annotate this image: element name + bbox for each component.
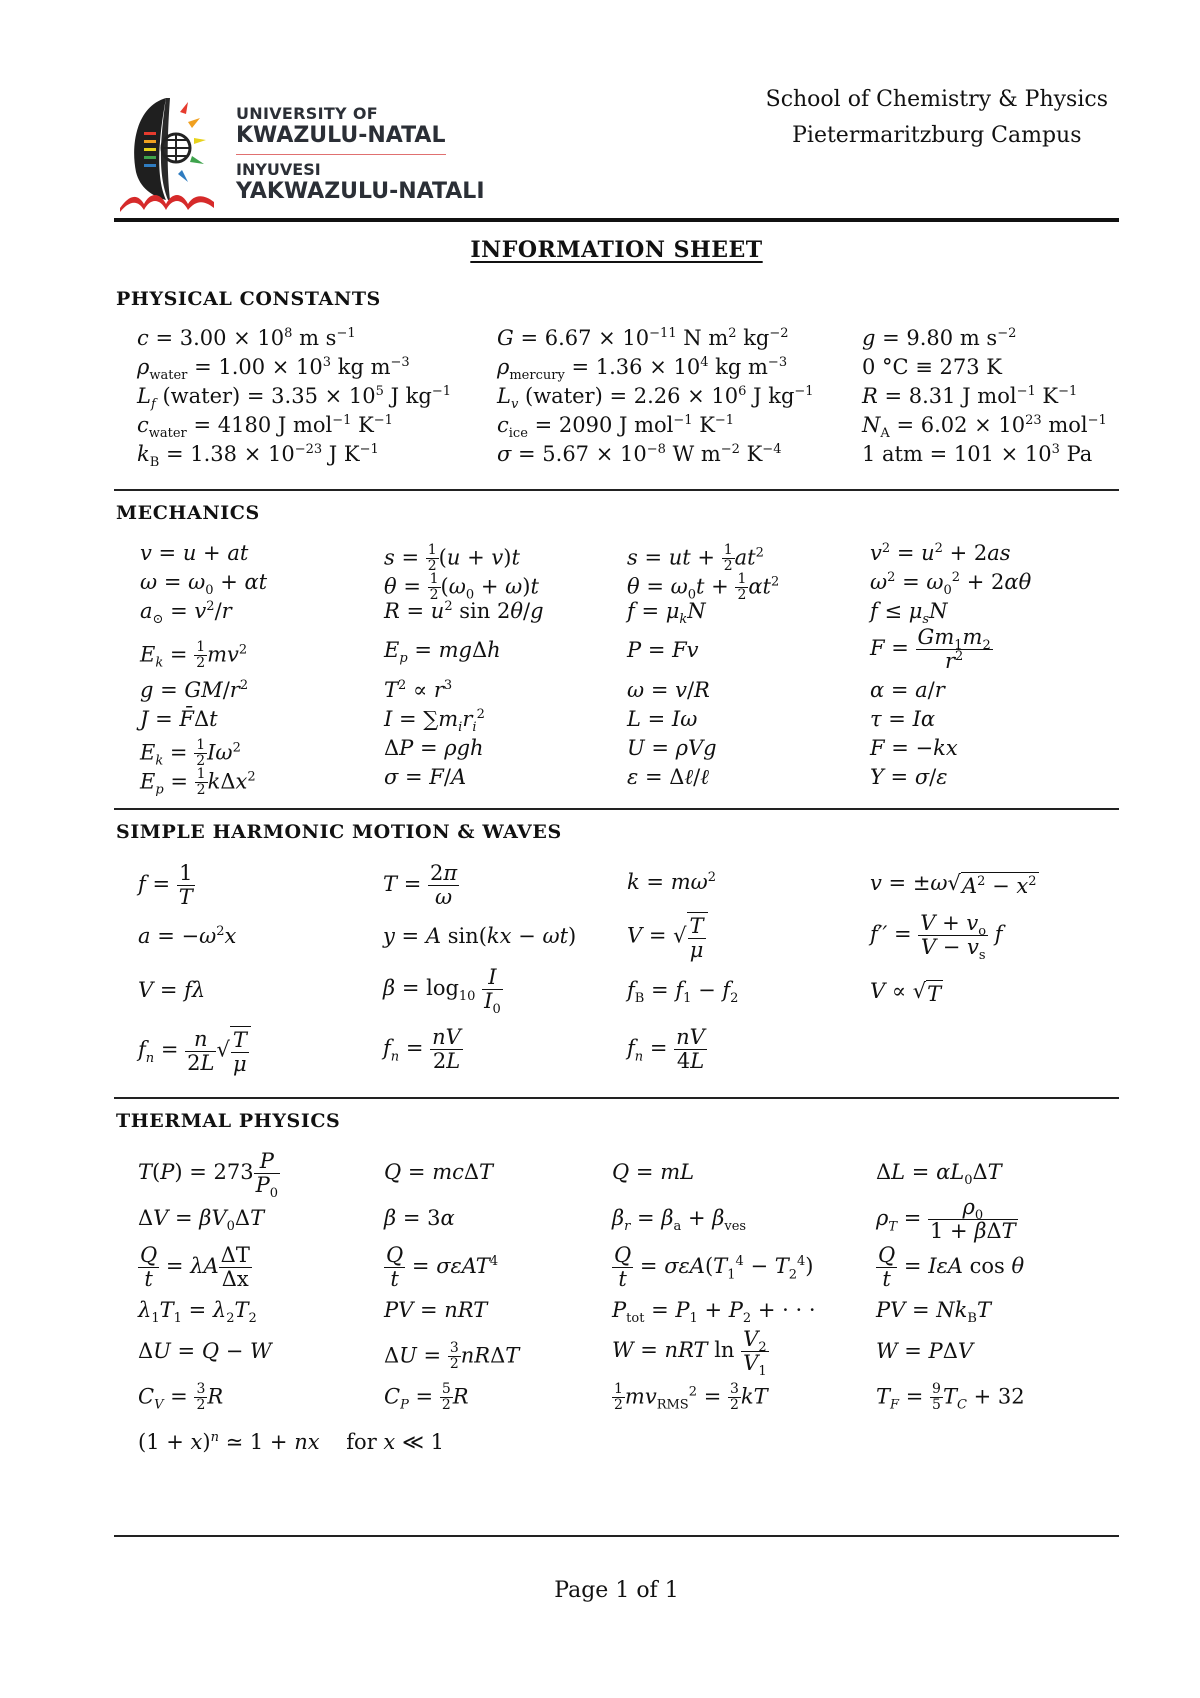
campus-name: Pietermaritzburg Campus bbox=[792, 123, 1082, 148]
formula-kinetic-friction: $f = \mu_kN$ bbox=[627, 599, 706, 628]
formula-gas-thermometer: T(P) = 273 $\frac{P}{P_0}$ bbox=[138, 1149, 279, 1202]
formula-rms-energy: $\frac{1}{2}$ $mv_{RMS}^2$ = $\frac{3}{2}$ kT bbox=[614, 1381, 768, 1414]
formula-buoyancy: U = ρVg bbox=[627, 736, 717, 760]
formula-omega-squared: $\omega^2 = \omega_0^2 + 2\alpha\theta$ bbox=[870, 570, 1032, 599]
formula-gravity-field: $g = GM/r^2$ bbox=[140, 678, 249, 702]
formula-net-radiation: $\frac{Q}{t}$ = $\sigma\varepsilon A(T_1^4 - T_2^4)$ bbox=[614, 1243, 814, 1292]
section-heading-constants: PHYSICAL CONSTANTS bbox=[116, 288, 381, 310]
formula-conduction-layers: $\lambda_1T_1 = \lambda_2T_2$ bbox=[138, 1298, 257, 1327]
formula-string-harmonics: $f_n$ = $\frac{n}{2L}$ √ $\frac{T}{\mu}$ bbox=[138, 1026, 251, 1076]
formula-gravitation: F = $\frac{Gm_1m_2}{r^2}$ bbox=[870, 625, 991, 674]
formula-shm-acceleration: $a = -\omega^2x$ bbox=[138, 924, 237, 948]
logo-divider bbox=[236, 154, 446, 155]
formula-gravitational-constant: $G = 6.67 \times 10^{-11}$ N $m^2$ $kg^{-2}$ bbox=[497, 326, 789, 350]
formula-closed-pipe: $f_n$ = $\frac{nV}{4L}$ bbox=[627, 1025, 705, 1074]
formula-moment-inertia: $I = \sum m_ir_i^2$ bbox=[384, 707, 485, 736]
formula-period: T = $\frac{2\pi}{\omega}$ bbox=[383, 861, 458, 910]
formula-angle: $\theta = \omega_0t$ + $\frac{1}{2}$ $\alpha t^2$ bbox=[627, 571, 780, 604]
formula-internal-energy: ΔU = $\frac{3}{2}$ nRΔT bbox=[384, 1340, 520, 1373]
formula-strain: ε = Δℓ/ℓ bbox=[627, 765, 709, 789]
formula-centripetal: $a_⊙ = v^2/r$ bbox=[140, 599, 232, 628]
formula-torque: τ = Iα bbox=[870, 707, 936, 731]
formula-speed-of-light: $c = 3.00 \times 10^8$ m $s^{-1}$ bbox=[137, 326, 356, 350]
formula-angular-acceleration: α = a/r bbox=[870, 678, 945, 702]
header-rule bbox=[114, 218, 1119, 222]
formula-latent-heat: Q = mL bbox=[612, 1160, 695, 1184]
section-rule bbox=[114, 808, 1119, 810]
section-heading-shm: SIMPLE HARMONIC MOTION & WAVES bbox=[116, 821, 562, 843]
formula-spring-constant: $k = m\omega^2$ bbox=[627, 870, 717, 894]
formula-isothermal-work: W = nRT ln $\frac{V_2}{V_1}$ bbox=[612, 1327, 767, 1380]
formula-wave-speed: V = fλ bbox=[138, 978, 206, 1002]
formula-displacement-avg: s = $\frac{1}{2}$ (u + v)t bbox=[384, 542, 520, 575]
label-for: for bbox=[346, 1430, 377, 1454]
formula-conduction: $\frac{Q}{t}$ = λA $\frac{\Delta T}{\Delta x}$ bbox=[140, 1243, 250, 1292]
label-water: water bbox=[149, 368, 188, 384]
section-rule bbox=[114, 489, 1119, 491]
university-line2: KWAZULU-NATAL bbox=[236, 123, 446, 148]
formula-angular-momentum: L = Iω bbox=[627, 707, 698, 731]
label-mercury: mercury bbox=[509, 368, 565, 384]
formula-boltzmann: $k_B = 1.38 \times 10^{-23}$ J $K^{-1}$ bbox=[137, 442, 379, 471]
formula-omega-v: ω = v/R bbox=[627, 678, 710, 702]
formula-rotational-ke: $E_k$ = $\frac{1}{2}$ $I\omega^2$ bbox=[140, 737, 241, 770]
university-line1: UNIVERSITY OF bbox=[236, 104, 378, 123]
section-rule bbox=[114, 1097, 1119, 1099]
formula-atmosphere: 1 atm = $101 \times 10^3$ Pa bbox=[862, 442, 1093, 466]
formula-speed-tension: V ∝ √T bbox=[870, 979, 942, 1006]
formula-power: P = Fv bbox=[627, 638, 699, 662]
formula-radiation: $\frac{Q}{t}$ = σεAT$^4$ bbox=[386, 1243, 499, 1292]
formula-frequency: f = $\frac{1}{T}$ bbox=[138, 861, 193, 910]
university-line4: YAKWAZULU-NATALI bbox=[236, 179, 485, 204]
formula-angle-avg: θ = $\frac{1}{2}$ $(\omega_0 + \omega)t$ bbox=[384, 571, 539, 604]
formula-beta-alpha: β = 3α bbox=[384, 1206, 455, 1230]
formula-ideal-gas-molecular: PV = $Nk_BT$ bbox=[876, 1298, 991, 1327]
formula-shm-velocity: $v = \pm\omega√A^2 - x^2$ bbox=[870, 871, 1037, 898]
formula-static-friction: $f \le \mu_sN$ bbox=[870, 599, 948, 628]
formula-kinetic-energy: $E_k$ = $\frac{1}{2}$ $mv^2$ bbox=[140, 639, 248, 672]
page-number: Page 1 of 1 bbox=[554, 1578, 679, 1603]
formula-specific-heat-water: $c_{water} = 4180$ J mol$^{-1}$ $K^{-1}$ bbox=[137, 413, 393, 442]
section-heading-mechanics: MECHANICS bbox=[116, 502, 260, 524]
formula-stress: σ = F/A bbox=[384, 765, 467, 789]
formula-binomial: $(1 + x)^n$ ≃ 1 + nx for x ≪ 1 bbox=[138, 1430, 444, 1454]
formula-stefan-boltzmann: $\sigma = 5.67 \times 10^{-8}$ W $m^{-2}$ $K^{-4}$ bbox=[497, 442, 782, 466]
formula-zero-celsius: 0 °C ≡ 273 K bbox=[862, 355, 1002, 379]
formula-decibel: $\beta = \log_{10}$ $\frac{I}{I_0}$ bbox=[383, 965, 501, 1018]
formula-density-mercury: $\rho_{mercury} = 1.36 \times 10^4$ kg $m^{-3}$ bbox=[497, 355, 788, 384]
formula-volume-expansion: $\Delta V = \beta V_0\Delta T$ bbox=[138, 1206, 265, 1235]
formula-hooke: F = −kx bbox=[870, 736, 958, 760]
formula-youngs-modulus: Y = σ/ε bbox=[870, 765, 948, 789]
formula-velocity: v = u + at bbox=[140, 541, 249, 565]
formula-latent-fusion: $L_f$ (water) = $3.35 \times 10^5$ J $kg^{-1}$ bbox=[137, 384, 452, 413]
school-name: School of Chemistry & Physics bbox=[765, 87, 1108, 112]
formula-density-water: $\rho_{water} = 1.00 \times 10^3$ kg $m^{-3}$ bbox=[137, 355, 410, 384]
formula-potential-energy: $E_p = mg\Delta h$ bbox=[384, 638, 501, 667]
formula-angular-velocity: $\omega = \omega_0 + \alpha t$ bbox=[140, 570, 268, 599]
section-heading-thermal: THERMAL PHYSICS bbox=[116, 1110, 341, 1132]
page-title-text: INFORMATION SHEET bbox=[470, 237, 763, 263]
formula-impulse: J = F̄Δt bbox=[140, 707, 218, 731]
footer-rule bbox=[114, 1535, 1119, 1537]
formula-pressure-depth: ΔP = ρgh bbox=[384, 736, 484, 760]
formula-ideal-gas: PV = nRT bbox=[384, 1298, 488, 1322]
formula-heat: Q = mcΔT bbox=[384, 1160, 494, 1184]
university-logo bbox=[128, 92, 485, 216]
formula-relative-expansion: $\beta_r = \beta_a + \beta_{ves}$ bbox=[612, 1206, 747, 1235]
formula-latent-vaporization: $L_v$ (water) = $2.26 \times 10^6$ J $kg^{-1}$ bbox=[497, 384, 814, 413]
university-crest-icon bbox=[118, 92, 218, 216]
formula-cv: $C_V$ = $\frac{3}{2}$ R bbox=[138, 1381, 224, 1414]
formula-cp: $C_P$ = $\frac{5}{2}$ R bbox=[384, 1381, 469, 1414]
formula-string-speed: V = √ $\frac{T}{\mu}$ bbox=[627, 912, 708, 962]
formula-gas-constant: R = 8.31 J mol$^{-1}$ $K^{-1}$ bbox=[862, 384, 1078, 408]
formula-elastic-pe: $E_p$ = $\frac{1}{2}$ kΔx$^2$ bbox=[140, 766, 256, 799]
formula-displacement: s = ut + $\frac{1}{2}$ $at^2$ bbox=[627, 542, 764, 575]
formula-specific-heat-ice: $c_{ice} = 2090$ J mol$^{-1}$ $K^{-1}$ bbox=[497, 413, 735, 442]
formula-dalton: $P_{tot} = P_1 + P_2$ + · · · bbox=[612, 1298, 816, 1327]
formula-open-pipe: $f_n$ = $\frac{nV}{2L}$ bbox=[383, 1025, 461, 1074]
formula-linear-expansion: $\Delta L = \alpha L_0\Delta T$ bbox=[876, 1160, 1002, 1189]
formula-kepler: $T^2 \propto r^3$ bbox=[384, 678, 453, 702]
formula-density-temperature: $\rho_T$ = $\frac{\rho_0}{\text{1 + βΔT}}$ bbox=[876, 1195, 1016, 1244]
formula-first-law: ΔU = Q − W bbox=[138, 1339, 272, 1363]
formula-avogadro: $N_A = 6.02 \times 10^{23}$ mol$^{-1}$ bbox=[862, 413, 1107, 442]
formula-range: $R = u^2$ sin 2θ/g bbox=[384, 599, 544, 623]
formula-fahrenheit: $T_F$ = $\frac{9}{5}$ $T_C + 32$ bbox=[876, 1381, 1025, 1414]
formula-wave-equation: y = A sin(kx − ωt) bbox=[383, 924, 577, 948]
page-title bbox=[0, 237, 1200, 263]
school-heading bbox=[766, 82, 1108, 154]
university-line3: INYUVESI bbox=[236, 160, 321, 179]
formula-v-squared: $v^2 = u^2 + 2as$ bbox=[870, 541, 1011, 565]
formula-radiation-angle: $\frac{Q}{t}$ = IεA cos θ bbox=[878, 1243, 1025, 1292]
formula-beat-frequency: $f_B = f_1 - f_2$ bbox=[627, 978, 739, 1007]
formula-work: W = PΔV bbox=[876, 1339, 974, 1363]
formula-doppler: f′′ = $\frac{V + v_o}{V - v_s}$ f bbox=[870, 911, 1003, 964]
formula-gravity: g = 9.80 m $s^{-2}$ bbox=[862, 326, 1017, 350]
